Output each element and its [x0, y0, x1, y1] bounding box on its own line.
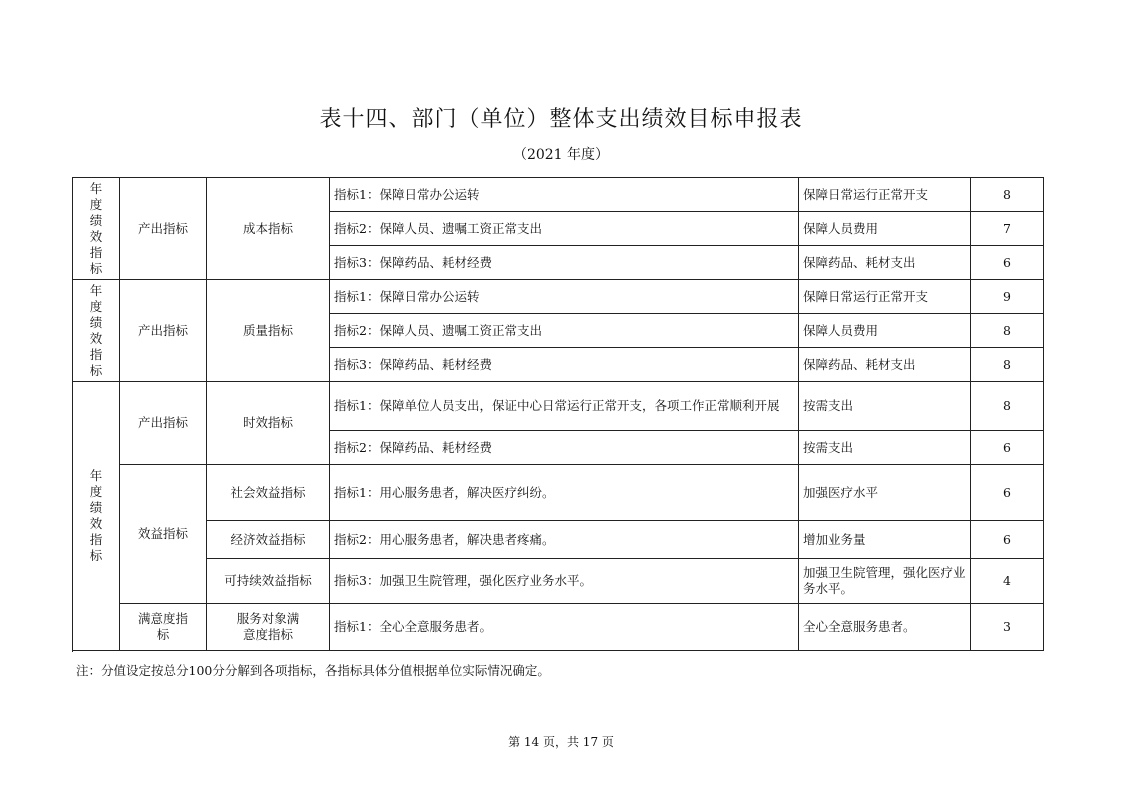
- level1-indicator: 产出指标: [120, 382, 207, 465]
- score-cell: 6: [971, 465, 1044, 521]
- target-cell: 保障药品、耗材支出: [799, 348, 971, 382]
- score-cell: 3: [971, 604, 1044, 651]
- indicator-cell: 指标2：用心服务患者，解决患者疼痛。: [330, 521, 799, 559]
- table-row: [73, 178, 1044, 212]
- indicator-cell: 指标2：保障人员、遗嘱工资正常支出: [330, 212, 799, 246]
- target-cell: 增加业务量: [799, 521, 971, 559]
- table-row: [73, 280, 1044, 314]
- table-row: [73, 559, 1044, 604]
- level2-indicator: 经济效益指标: [207, 521, 330, 559]
- annual-indicator-label: [73, 178, 120, 280]
- table-row: [73, 604, 1044, 651]
- level1-label: 满意度指标: [138, 611, 189, 642]
- indicator-cell: 指标1：用心服务患者，解决医疗纠纷。: [330, 465, 799, 521]
- level1-indicator: 效益指标: [120, 465, 207, 604]
- indicator-cell: 指标1：保障日常办公运转: [330, 280, 799, 314]
- target-cell: 保障日常运行正常开支: [799, 178, 971, 212]
- level2-indicator: [207, 604, 330, 651]
- score-cell: 8: [971, 348, 1044, 382]
- score-cell: 6: [971, 246, 1044, 280]
- score-cell: 8: [971, 382, 1044, 431]
- target-cell: 保障日常运行正常开支: [799, 280, 971, 314]
- indicator-cell: 指标3：保障药品、耗材经费: [330, 246, 799, 280]
- level2-indicator: 质量指标: [207, 280, 330, 382]
- indicator-cell: 指标3：加强卫生院管理，强化医疗业务水平。: [330, 559, 799, 604]
- table-row: [73, 465, 1044, 521]
- level2-label: 服务对象满意度指标: [236, 611, 300, 642]
- table-row: [73, 382, 1044, 431]
- indicator-cell: 指标2：保障人员、遗嘱工资正常支出: [330, 314, 799, 348]
- score-cell: 4: [971, 559, 1044, 604]
- target-cell: 保障人员费用: [799, 212, 971, 246]
- target-cell: 按需支出: [799, 382, 971, 431]
- performance-target-table: [72, 177, 1044, 651]
- level1-indicator: 产出指标: [120, 178, 207, 280]
- annual-indicator-label: [73, 382, 120, 651]
- level2-indicator: 时效指标: [207, 382, 330, 465]
- indicator-cell: 指标1：保障单位人员支出，保证中心日常运行正常开支，各项工作正常顺利开展: [330, 382, 799, 431]
- target-cell: 保障人员费用: [799, 314, 971, 348]
- document-subtitle: （2021 年度）: [512, 147, 610, 163]
- target-cell: 加强卫生院管理，强化医疗业务水平。: [799, 559, 971, 604]
- level2-indicator: 社会效益指标: [207, 465, 330, 521]
- level2-indicator: 可持续效益指标: [207, 559, 330, 604]
- score-cell: 8: [971, 314, 1044, 348]
- footnote: 注：分值设定按总分100分分解到各项指标，各指标具体分值根据单位实际情况确定。: [76, 663, 550, 678]
- vertical-label: 年度绩效指标: [89, 468, 103, 563]
- target-cell: 加强医疗水平: [799, 465, 971, 521]
- indicator-cell: 指标1：全心全意服务患者。: [330, 604, 799, 651]
- table-row: [73, 521, 1044, 559]
- target-cell: 全心全意服务患者。: [799, 604, 971, 651]
- level1-indicator: 产出指标: [120, 280, 207, 382]
- vertical-label: 年度绩效指标: [89, 180, 103, 276]
- level2-indicator: 成本指标: [207, 178, 330, 280]
- document-title: 表十四、部门（单位）整体支出绩效目标申报表: [319, 107, 803, 132]
- vertical-label: 年度绩效指标: [89, 282, 103, 378]
- annual-indicator-label: [73, 280, 120, 382]
- score-cell: 9: [971, 280, 1044, 314]
- score-cell: 8: [971, 178, 1044, 212]
- target-cell: 保障药品、耗材支出: [799, 246, 971, 280]
- level1-indicator: [120, 604, 207, 651]
- target-cell: 按需支出: [799, 431, 971, 465]
- page-number: 第 14 页，共 17 页: [508, 735, 614, 749]
- score-cell: 7: [971, 212, 1044, 246]
- indicator-cell: 指标1：保障日常办公运转: [330, 178, 799, 212]
- indicator-cell: 指标2：保障药品、耗材经费: [330, 431, 799, 465]
- score-cell: 6: [971, 431, 1044, 465]
- score-cell: 6: [971, 521, 1044, 559]
- indicator-cell: 指标3：保障药品、耗材经费: [330, 348, 799, 382]
